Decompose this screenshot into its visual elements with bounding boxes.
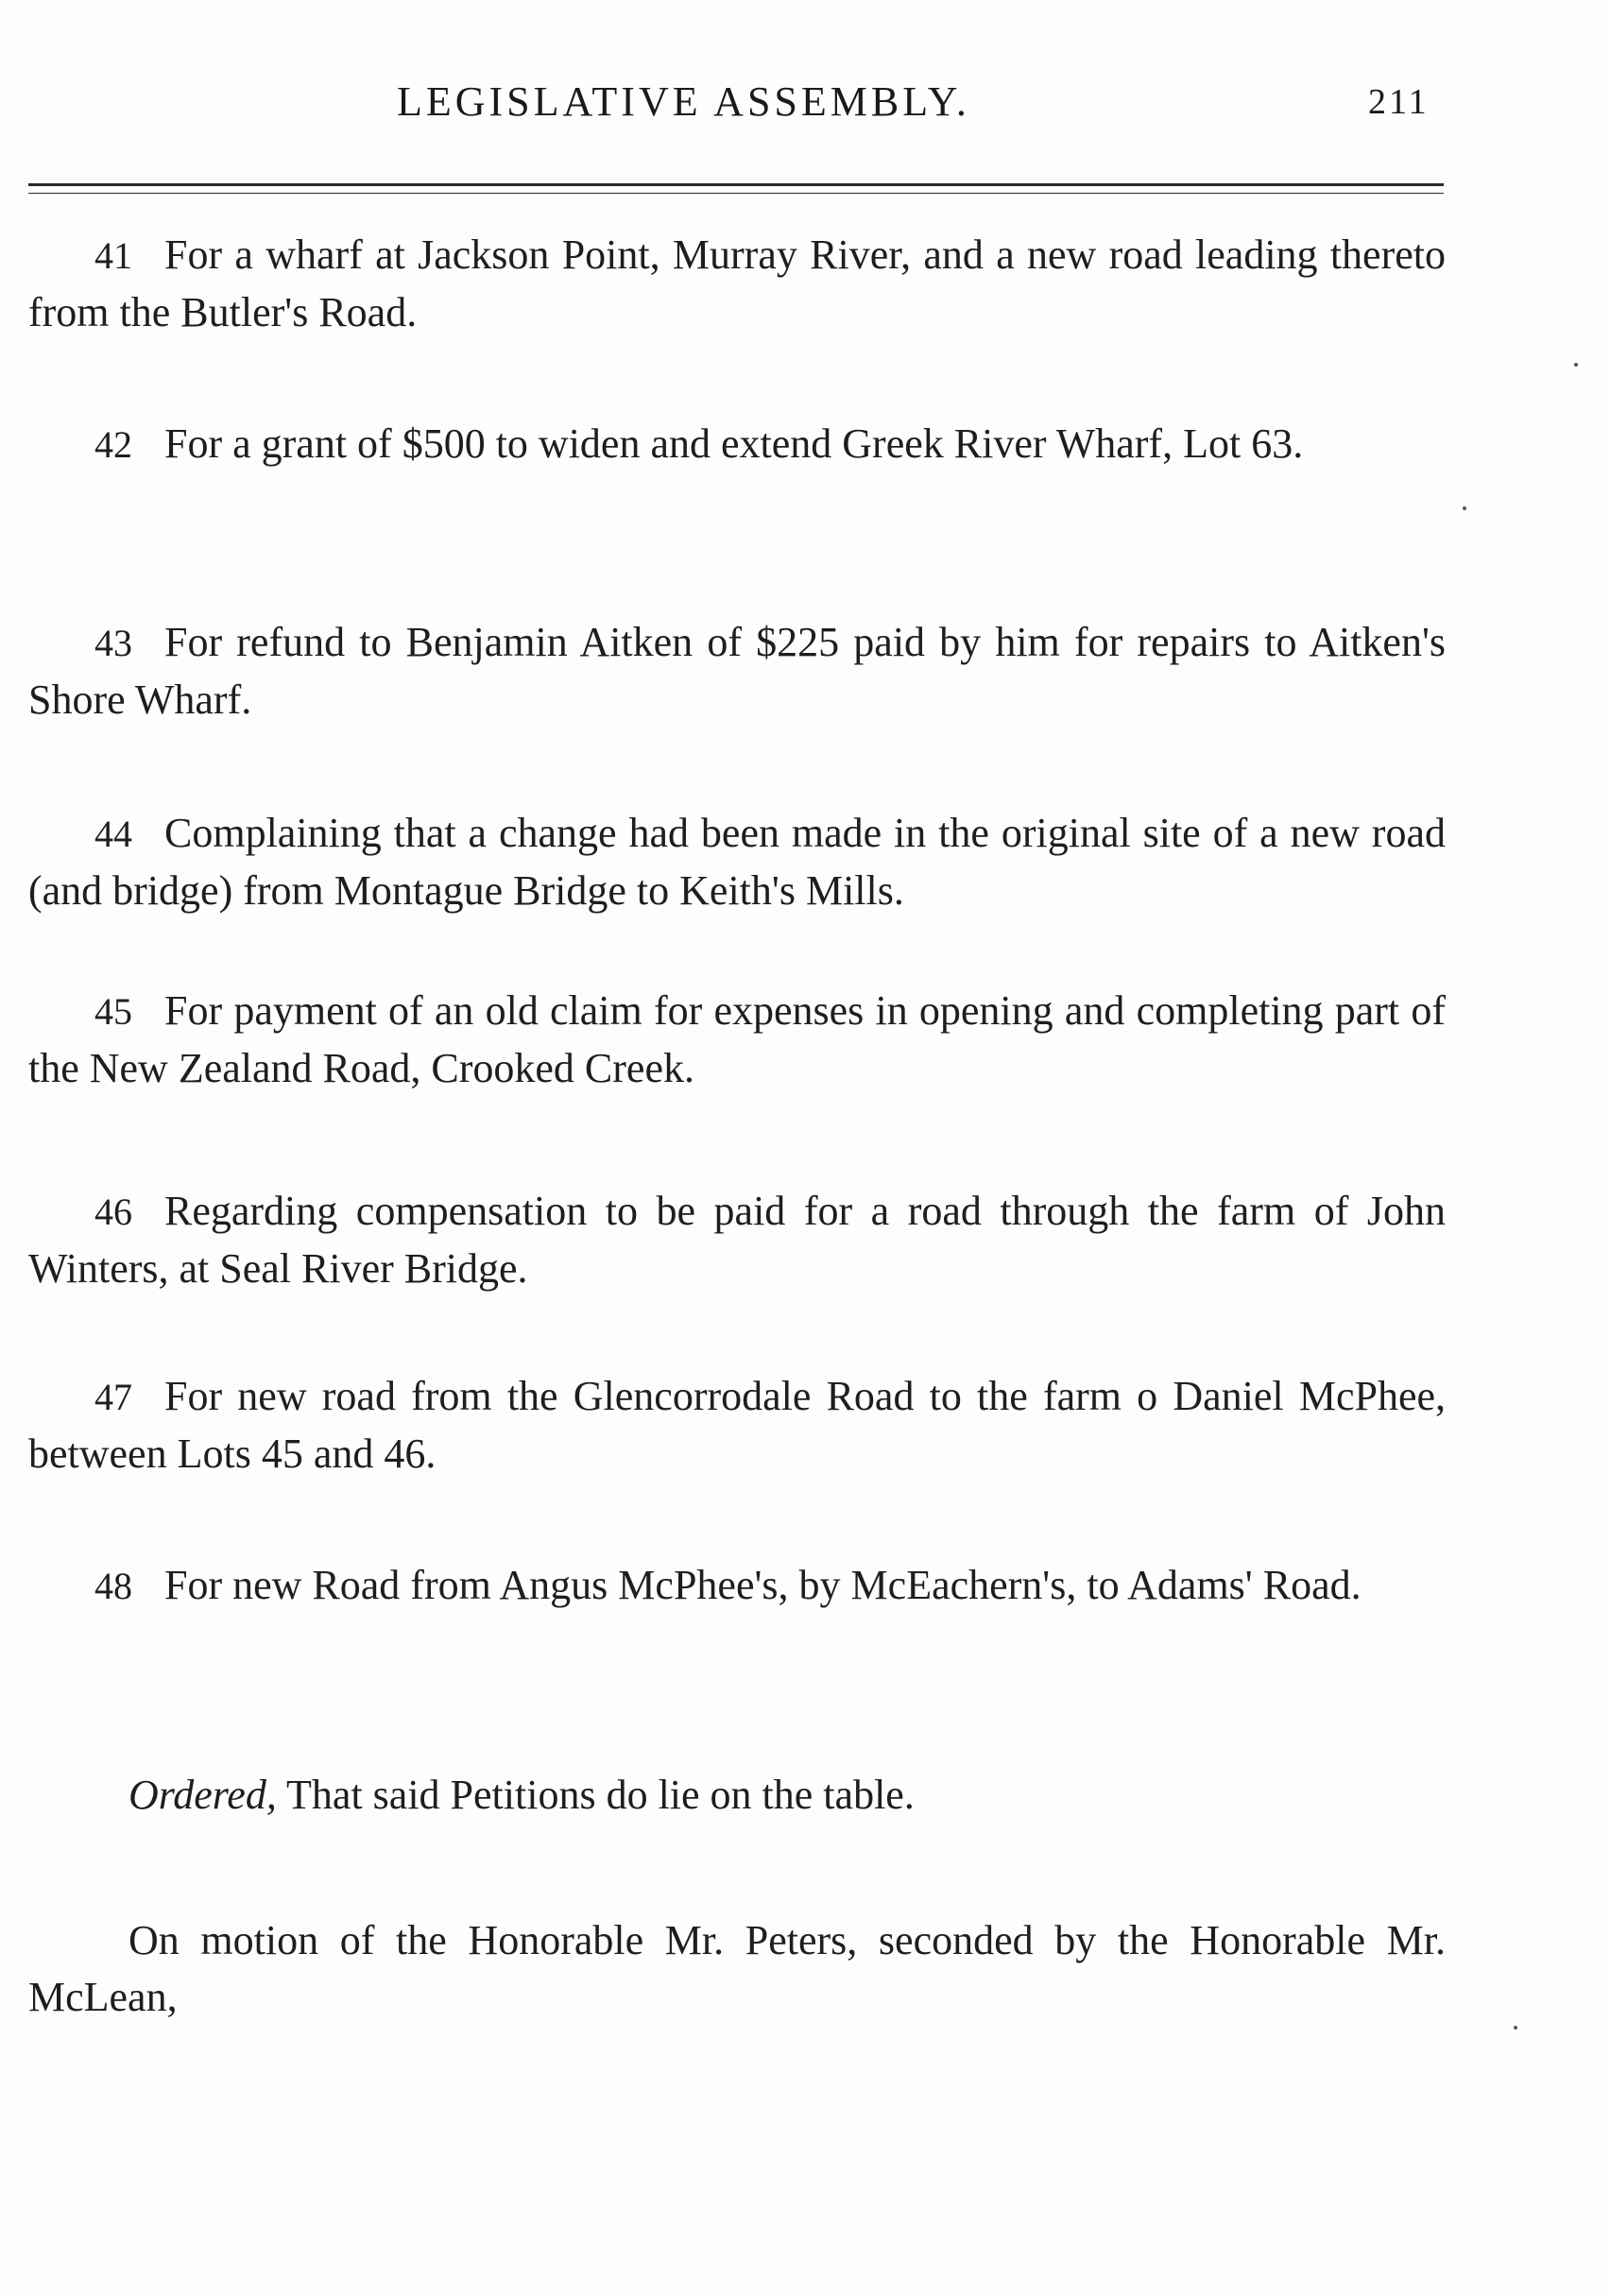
petition-text: For payment of an old claim for expenses in opening and completing part of the New Zealand Road, Crooked Creek. — [28, 987, 1446, 1091]
ordered-statement — [128, 1767, 915, 1824]
petition-item-43 — [28, 614, 1446, 728]
petition-number: 48 — [94, 1565, 132, 1607]
petition-number: 45 — [94, 990, 132, 1033]
running-head: LEGISLATIVE ASSEMBLY. — [397, 78, 970, 125]
motion-text: On motion of the Honorable Mr. Peters, seconded by the Honorable Mr. McLean, — [28, 1917, 1446, 2020]
petition-number: 41 — [94, 234, 132, 277]
petition-number: 47 — [94, 1376, 132, 1418]
petition-number: 42 — [94, 423, 132, 466]
petition-item-46 — [28, 1183, 1446, 1297]
petition-item-45 — [28, 983, 1446, 1097]
header-rule-thick — [28, 183, 1444, 186]
page-number: 211 — [1368, 82, 1430, 122]
header-rule-thin — [28, 193, 1444, 194]
petition-text: For a wharf at Jackson Point, Murray River, and a new road leading thereto from the Butler's Road. — [28, 231, 1446, 335]
petition-number: 44 — [94, 813, 132, 855]
petition-text: Complaining that a change had been made in the original site of a new road (and bridge) from Montague Bridge to Keith's Mills. — [28, 810, 1446, 914]
motion-paragraph — [28, 1912, 1446, 2026]
petition-text: For new Road from Angus McPhee's, by McEachern's, to Adams' Road. — [164, 1562, 1362, 1608]
print-speck — [1574, 363, 1578, 367]
petition-text: Regarding compensation to be paid for a road through the farm of John Winters, at Seal River Bridge. — [28, 1188, 1446, 1292]
petition-text: For refund to Benjamin Aitken of $225 paid by him for repairs to Aitken's Shore Wharf. — [28, 619, 1446, 723]
ordered-text: That said Petitions do lie on the table. — [286, 1772, 915, 1818]
petition-item-44 — [28, 805, 1446, 919]
petition-text: For a grant of $500 to widen and extend Greek River Wharf, Lot 63. — [164, 420, 1304, 467]
print-speck — [1463, 506, 1466, 510]
petition-number: 43 — [94, 622, 132, 664]
ordered-lead: Ordered, — [128, 1772, 277, 1818]
petition-item-48 — [28, 1557, 1446, 1615]
petition-item-47 — [28, 1368, 1446, 1482]
petition-text: For new road from the Glencorrodale Road to the farm o Daniel McPhee, between Lots 45 and 46. — [28, 1373, 1446, 1477]
print-speck — [1514, 2026, 1517, 2030]
petition-item-42 — [28, 416, 1446, 473]
petition-number: 46 — [94, 1191, 132, 1233]
petition-item-41 — [28, 227, 1446, 341]
